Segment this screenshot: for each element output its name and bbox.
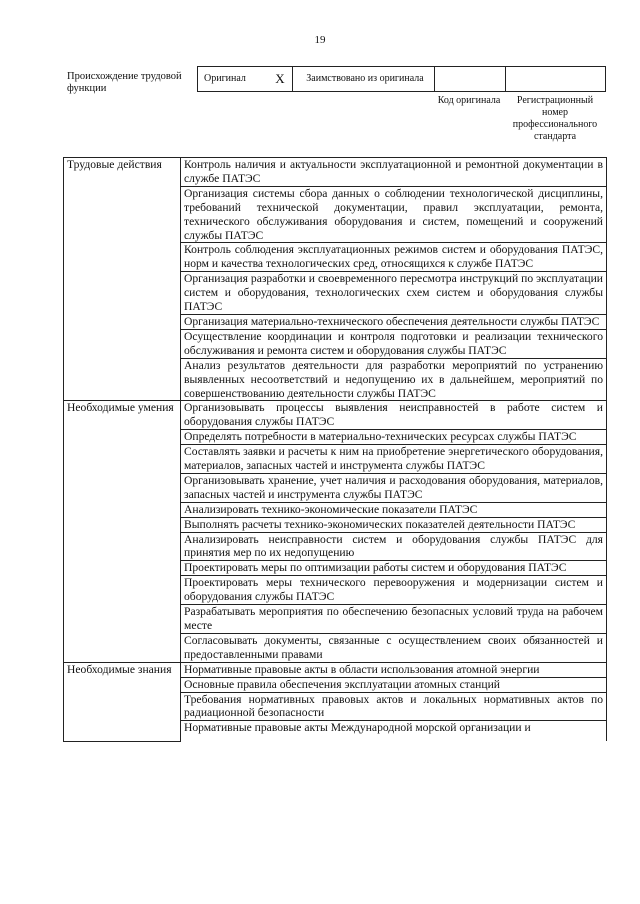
section-item: Нормативные правовые акты в области использования атомной энергии [181,662,607,677]
section-item: Требования нормативных правовых актов и локальных нормативных актов по радиационной безопасности [181,692,607,721]
borrowed-label: Заимствовано из оригинала [296,67,435,91]
section-item: Организовывать хранение, учет наличия и расходования оборудования, материалов, запасных частей и инструмента службы ПАТЭС [181,473,607,502]
original-mark: X [268,67,293,91]
section-item: Составлять заявки и расчеты к ним на приобретение энергетического оборудования, материалов, запасных частей и инструмента службы ПАТЭС [181,445,607,474]
section-item: Согласовывать документы, связанные с осуществлением своих обязанностей и предоставленными правами [181,633,607,662]
section-item: Контроль наличия и актуальности эксплуатационной и ремонтной документации в службе ПАТЭС [181,158,607,187]
table-row [64,158,607,187]
origin-box [197,66,606,92]
page-number: 19 [314,34,326,46]
section-item: Анализировать технико-экономические показатели ПАТЭС [181,502,607,517]
reg-number-cell [506,67,605,91]
section-label: Необходимые умения [64,401,181,662]
reg-caption: Регистрационный номер профессионального стандарта [512,95,598,142]
code-cell [435,67,506,91]
section-label: Трудовые действия [64,158,181,401]
section-item: Основные правила обеспечения эксплуатации атомных станций [181,677,607,692]
competency-table-body [64,158,607,742]
section-item: Организация материально-технического обеспечения деятельности службы ПАТЭС [181,314,607,329]
section-item: Контроль соблюдения эксплуатационных режимов систем и оборудования ПАТЭС, норм и качества технологических сред, относящихся к службе ПАТЭС [181,243,607,272]
section-item: Организация разработки и своевременного пересмотра инструкций по эксплуатации систем и оборудования, технологических схем систем и оборудования службы ПАТЭС [181,272,607,315]
section-item: Проектировать меры по оптимизации работы систем и оборудования ПАТЭС [181,561,607,576]
original-label: Оригинал [204,73,246,84]
table-row [64,401,607,430]
section-item: Проектировать меры технического перевооружения и модернизации систем и оборудования службы ПАТЭС [181,576,607,605]
section-item: Анализировать неисправности систем и оборудования службы ПАТЭС для принятия мер по их недопущению [181,532,607,561]
section-item: Анализ результатов деятельности для разработки мероприятий по устранению выявленных несоответствий и недопущению их в дальнейшем, мероприятий по совершенствованию деятельности службы ПАТЭС [181,358,607,401]
section-item: Осуществление координации и контроля подготовки и реализации технического обслуживания и ремонта систем и оборудования службы ПАТЭС [181,329,607,358]
section-label: Необходимые знания [64,662,181,741]
section-item: Выполнять расчеты технико-экономических показателей деятельности ПАТЭС [181,517,607,532]
origin-label: Происхождение трудовой функции [67,71,182,94]
code-caption: Код оригинала [437,95,501,106]
section-item: Организовывать процессы выявления неисправностей в работе систем и оборудования службы ПАТЭС [181,401,607,430]
section-item: Разрабатывать мероприятия по обеспечению безопасных условий труда на рабочем месте [181,605,607,634]
section-item: Нормативные правовые акты Международной морской организации и [181,721,607,742]
table-row [64,662,607,677]
competency-table [63,157,607,742]
section-item: Определять потребности в материально-технических ресурсах службы ПАТЭС [181,430,607,445]
section-item: Организация системы сбора данных о соблюдении технологической дисциплины, требований технической документации, правил эксплуатации, ремонта, технического обслуживания оборудования и систем, помещений и сооружений службы ПАТЭС [181,186,607,243]
